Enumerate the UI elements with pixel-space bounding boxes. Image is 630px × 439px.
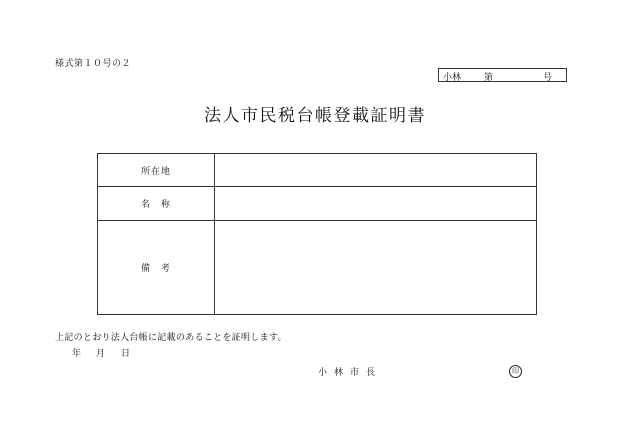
ref-prefix: 小林 <box>443 73 462 83</box>
table-row <box>98 221 537 315</box>
label-name: 名 称 <box>98 187 215 221</box>
issuer-name: 小林市長 <box>318 368 383 378</box>
label-remarks: 備 考 <box>98 221 215 315</box>
document-title: 法人市民税台帳登載証明書 <box>204 106 426 126</box>
date-year: 年 <box>72 349 82 359</box>
table-row <box>98 187 537 221</box>
ref-go: 号 <box>543 73 553 83</box>
reference-number-box <box>438 68 567 82</box>
certificate-table <box>97 153 537 315</box>
ref-dai: 第 <box>484 73 494 83</box>
table-row <box>98 154 537 187</box>
value-name <box>215 187 537 221</box>
date-day: 日 <box>121 349 131 359</box>
label-address: 所在地 <box>98 154 215 187</box>
certification-statement: 上記のとおり法人台帳に記載のあることを証明します。 <box>55 333 287 343</box>
value-address <box>215 154 537 187</box>
value-remarks <box>215 221 537 315</box>
date-month: 月 <box>96 349 106 359</box>
seal-mark: 印 <box>509 365 522 378</box>
form-number: 様式第１０号の２ <box>55 59 132 69</box>
